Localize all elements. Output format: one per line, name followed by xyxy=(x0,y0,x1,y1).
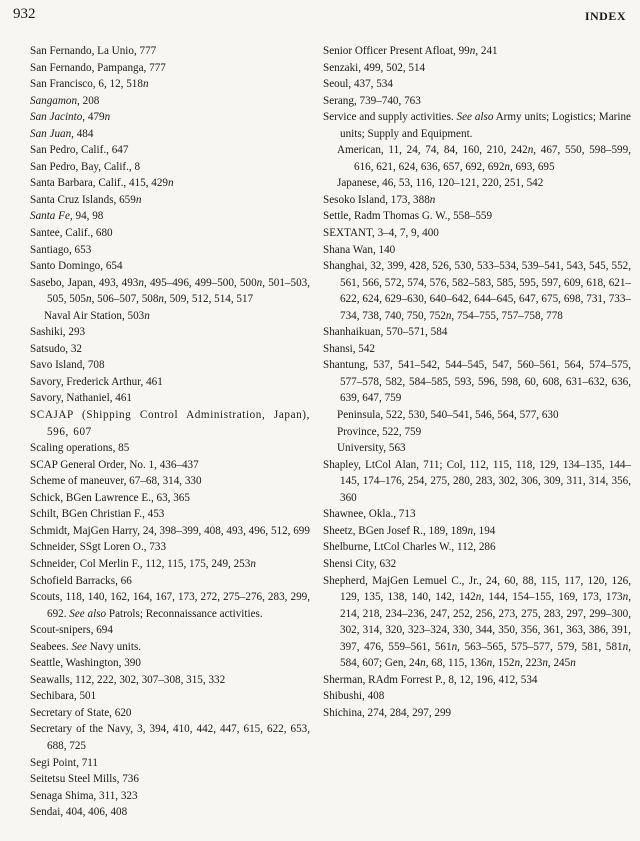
index-entry xyxy=(30,639,310,656)
entry-text: n xyxy=(504,160,510,173)
index-entry xyxy=(30,142,310,159)
entry-text: Naval Air Station, 503 xyxy=(44,309,145,322)
index-entry xyxy=(30,506,310,523)
index-entry xyxy=(30,705,310,722)
entry-text: n xyxy=(622,640,629,653)
index-entry xyxy=(30,60,310,77)
entry-text: Settle, Radm Thomas G. W., 558–559 xyxy=(323,210,493,223)
index-entry xyxy=(30,258,310,275)
index-entry xyxy=(323,60,631,77)
entry-text: n xyxy=(256,276,263,289)
entry-text: Sangamon xyxy=(30,94,78,107)
index-entry xyxy=(30,440,310,457)
index-entry xyxy=(323,705,631,722)
entry-text: , 214, 218, 234–236, 247, 252, 256, 273, 275, 283, 297, 299–300, 302, 314, 320, 323–324, 330, 344, 350, 356, 361, 363, 386, 391, 397, 476, 559–561, 561 xyxy=(340,591,631,653)
index-entry xyxy=(323,457,631,507)
index-entry xyxy=(323,208,631,225)
running-head: INDEX xyxy=(584,9,626,23)
entry-text: , 563–565, 575–577, 579, 581, 581 xyxy=(457,640,623,653)
entry-text: Scouts, 118, 140, 162, 164, 167, 173, 272, 275–276, 283, 299, 692. xyxy=(30,591,310,620)
entry-text: n xyxy=(138,276,144,289)
entry-text: n xyxy=(486,657,493,670)
entry-text: , 144, 154–155, 169, 173, 173 xyxy=(481,591,623,604)
entry-text: American, 11, 24, 74, 84, 160, 210, 242 xyxy=(337,144,528,157)
index-subentry xyxy=(323,175,631,192)
entry-text: Sheetz, BGen Josef R., 189, 189 xyxy=(323,524,468,537)
index-entry xyxy=(323,539,631,556)
index-entry xyxy=(323,523,631,540)
entry-text: n xyxy=(469,45,476,57)
entry-text: n xyxy=(542,657,548,670)
index-column-left xyxy=(30,43,310,821)
entry-text: Schofield Barracks, 66 xyxy=(30,574,132,587)
index-entry xyxy=(30,76,310,93)
entry-text: Shawnee, Okla., 713 xyxy=(323,508,416,521)
entry-text: n xyxy=(622,591,629,604)
index-entry xyxy=(30,374,310,391)
entry-text: Shana Wan, 140 xyxy=(323,243,396,256)
index-entry xyxy=(30,589,310,622)
entry-text: Scaling operations, 85 xyxy=(30,442,130,455)
index-entry xyxy=(30,192,310,209)
index-entry xyxy=(30,324,310,341)
entry-text: Savory, Nathaniel, 461 xyxy=(30,392,132,405)
index-subentry xyxy=(323,440,631,457)
entry-text: Seoul, 437, 534 xyxy=(323,78,393,91)
index-entry xyxy=(30,126,310,143)
index-entry xyxy=(30,573,310,590)
entry-text: , 495–496, 499–500, 500 xyxy=(143,276,257,289)
entry-text: San Pedro, Calif., 647 xyxy=(30,144,129,157)
entry-text: Seawalls, 112, 222, 302, 307–308, 315, 332 xyxy=(30,673,226,686)
index-entry xyxy=(30,390,310,407)
index-entry xyxy=(323,93,631,110)
index-subentry xyxy=(323,424,631,441)
entry-text: SCAJAP (Shipping Control Administration, Japan), 596, 607 xyxy=(30,409,310,438)
index-entry xyxy=(30,341,310,358)
entry-text: San Fernando, La Unio, 777 xyxy=(30,45,157,57)
entry-text: n xyxy=(158,293,164,306)
entry-text: San Francisco, 6, 12, 518 xyxy=(30,78,143,91)
entry-text: Scheme of maneuver, 67–68, 314, 330 xyxy=(30,475,202,488)
index-column-right xyxy=(323,43,631,721)
index-entry xyxy=(30,672,310,689)
entry-text: n xyxy=(445,309,452,322)
entry-text: , 467, 550, 598–599, 616, 621, 624, 636, 657, 692, 692 xyxy=(354,144,631,173)
entry-text: , 501–503, 505, 505 xyxy=(47,276,310,306)
entry-text: Shantung, 537, 541–542, 544–545, 547, 560–561, 564, 574–575, 577–578, 582, 584–585, 593, 596, 598, 60, 608, 631–632, 636, 639, 647, 759 xyxy=(323,359,631,405)
entry-text: Santa Cruz Islands, 659 xyxy=(30,193,136,206)
index-entry xyxy=(30,275,310,308)
entry-text: Savo Island, 708 xyxy=(30,359,105,372)
entry-text: Shichina, 274, 284, 297, 299 xyxy=(323,706,452,719)
entry-text: Sendai, 404, 406, 408 xyxy=(30,806,128,819)
index-subentry xyxy=(323,407,631,424)
entry-text: Secretary of State, 620 xyxy=(30,706,132,719)
entry-text: Shepherd, MajGen Lemuel C., Jr., 24, 60, 88, 115, 117, 120, 126, 129, 135, 138, 140, 142, 142 xyxy=(323,574,631,604)
entry-text: Santo Domingo, 654 xyxy=(30,260,123,273)
index-entry xyxy=(30,159,310,176)
entry-text: Peninsula, 522, 530, 540–541, 546, 564, 577, 630 xyxy=(337,409,559,422)
index-entry xyxy=(30,109,310,126)
entry-text: Sherman, RAdm Forrest P., 8, 12, 196, 412, 534 xyxy=(323,673,538,686)
entry-text: SEXTANT, 3–4, 7, 9, 400 xyxy=(323,227,439,240)
index-entry xyxy=(323,357,631,407)
entry-text: Satsudo, 32 xyxy=(30,342,82,355)
entry-text: Sechibara, 501 xyxy=(30,690,97,703)
entry-text: n xyxy=(144,309,150,322)
entry-text: , 194 xyxy=(473,524,496,537)
index-entry xyxy=(30,788,310,805)
index-entry xyxy=(30,357,310,374)
index-entry xyxy=(30,490,310,507)
index-entry xyxy=(30,407,310,440)
index-subentry xyxy=(323,142,631,175)
entry-text: Santiago, 653 xyxy=(30,243,92,256)
entry-text: Shelburne, LtCol Charles W., 112, 286 xyxy=(323,541,496,554)
entry-text: Schmidt, MajGen Harry, 24, 398–399, 408, 493, 496, 512, 699 xyxy=(30,524,310,537)
entry-text: University, 563 xyxy=(337,442,406,455)
index-entry xyxy=(30,804,310,821)
index-entry xyxy=(30,655,310,672)
index-entry xyxy=(323,324,631,341)
page-number: 932 xyxy=(13,6,36,22)
entry-text: Schick, BGen Lawrence E., 63, 365 xyxy=(30,491,190,504)
entry-text: Patrols; Reconnaissance activities. xyxy=(106,607,263,620)
index-entry xyxy=(323,672,631,689)
entry-text: Secretary of the Navy, 3, 394, 410, 442, 447, 615, 622, 653, 688, 725 xyxy=(30,723,310,752)
index-entry xyxy=(323,573,631,672)
entry-text: n xyxy=(420,657,426,670)
entry-text: Sesoko Island, 173, 388 xyxy=(323,193,430,206)
index-entry xyxy=(30,622,310,639)
index-entry xyxy=(30,556,310,573)
index-entry xyxy=(323,76,631,93)
entry-text: Sasebo, Japan, 493, 493 xyxy=(30,276,139,289)
entry-text: Navy units. xyxy=(86,640,142,653)
entry-text: Schneider, Col Merlin F., 112, 115, 175, 249, 253 xyxy=(30,557,251,570)
entry-text: , 223 xyxy=(520,657,543,670)
entry-text: , 484 xyxy=(71,127,94,140)
entry-text: n xyxy=(135,193,142,206)
entry-text: Senaga Shima, 311, 323 xyxy=(30,789,138,802)
index-entry xyxy=(30,539,310,556)
index-entry xyxy=(323,43,631,60)
entry-text: SCAP General Order, No. 1, 436–437 xyxy=(30,458,199,471)
entry-text: n xyxy=(570,657,576,670)
index-entry xyxy=(323,109,631,142)
entry-text: , 506–507, 508 xyxy=(91,293,159,306)
entry-text: Scout-snipers, 694 xyxy=(30,624,113,637)
index-entry xyxy=(30,225,310,242)
entry-text: , 241 xyxy=(475,45,498,57)
index-entry xyxy=(323,258,631,324)
entry-text: n xyxy=(250,557,256,570)
entry-text: n xyxy=(429,193,436,206)
entry-text: Shanhaikuan, 570–571, 584 xyxy=(323,326,448,339)
index-entry xyxy=(30,688,310,705)
entry-text: n xyxy=(475,591,482,604)
entry-text: See also xyxy=(69,607,107,620)
entry-text: , 754–755, 757–758, 778 xyxy=(451,309,563,322)
index-entry xyxy=(30,242,310,259)
index-entry xyxy=(30,755,310,772)
entry-text: Serang, 739–740, 763 xyxy=(323,94,421,107)
entry-text: Sashiki, 293 xyxy=(30,326,86,339)
index-entry xyxy=(323,192,631,209)
entry-text: See also xyxy=(456,111,494,124)
entry-text: , 584, 607; Gen, 24 xyxy=(340,640,632,670)
index-entry xyxy=(30,93,310,110)
index-entry xyxy=(30,175,310,192)
index-entry xyxy=(323,506,631,523)
entry-text: Seitetsu Steel Mills, 736 xyxy=(30,773,139,786)
index-entry xyxy=(30,523,310,540)
index-entry xyxy=(30,721,310,754)
index-entry xyxy=(323,225,631,242)
entry-text: Santa Fe xyxy=(30,210,70,223)
entry-text: Shensi City, 632 xyxy=(323,557,397,570)
index-entry xyxy=(323,341,631,358)
entry-text: Seabees. xyxy=(30,640,72,653)
entry-text: , 479 xyxy=(82,111,105,124)
entry-text: San Juan xyxy=(30,127,72,140)
entry-text: n xyxy=(168,177,174,190)
entry-text: , 68, 115, 136 xyxy=(425,657,487,670)
entry-text: Senior Officer Present Afloat, 99 xyxy=(323,45,470,57)
entry-text: San Fernando, Pampanga, 777 xyxy=(30,61,166,74)
entry-text: , 693, 695 xyxy=(509,160,555,173)
entry-text: Savory, Frederick Arthur, 461 xyxy=(30,375,163,388)
entry-text: n xyxy=(467,524,474,537)
entry-text: San Pedro, Bay, Calif., 8 xyxy=(30,160,141,173)
entry-text: See xyxy=(71,640,87,653)
entry-text: , 245 xyxy=(547,657,571,670)
entry-text: , 94, 98 xyxy=(69,210,104,223)
entry-text: Schilt, BGen Christian F., 453 xyxy=(30,508,165,521)
entry-text: n xyxy=(451,640,458,653)
entry-text: San Jacinto xyxy=(30,111,83,124)
entry-text: Segi Point, 711 xyxy=(30,756,98,769)
index-entry xyxy=(30,473,310,490)
entry-text: n xyxy=(142,78,149,91)
entry-text: Service and supply activities. xyxy=(323,111,457,124)
entry-text: Shanghai, 32, 399, 428, 526, 530, 533–534, 539–541, 543, 545, 552, 561, 566, 572, 574, 576, 582–583, 585, 595, 597, 609, 618, 621–622, 624, 629–630, 640–642, 644–645, 647, 675, 698, 731, 733–734, 738, 740, 750, 752 xyxy=(323,260,631,322)
entry-text: Santa Barbara, Calif., 415, 429 xyxy=(30,177,168,190)
index-entry xyxy=(30,208,310,225)
entry-text: n xyxy=(527,144,534,157)
index-entry xyxy=(30,43,310,60)
index-entry xyxy=(323,242,631,259)
index-entry xyxy=(323,556,631,573)
entry-text: Japanese, 46, 53, 116, 120–121, 220, 251, 542 xyxy=(337,177,544,190)
index-subentry xyxy=(30,308,310,325)
entry-text: Shapley, LtCol Alan, 711; Col, 112, 115, 118, 129, 134–135, 144–145, 174–176, 254, 275, 280, 283, 302, 306, 309, 311, 314, 356, 360 xyxy=(323,458,631,504)
entry-text: , 208 xyxy=(77,94,100,107)
entry-text: Province, 522, 759 xyxy=(337,425,422,438)
index-entry xyxy=(323,688,631,705)
entry-text: Seattle, Washington, 390 xyxy=(30,657,141,670)
entry-text: n xyxy=(514,657,521,670)
entry-text: , 152 xyxy=(492,657,515,670)
entry-text: n xyxy=(86,293,92,306)
index-entry xyxy=(30,771,310,788)
entry-text: Senzaki, 499, 502, 514 xyxy=(323,61,426,74)
entry-text: Shansi, 542 xyxy=(323,342,375,355)
entry-text: Shibushi, 408 xyxy=(323,690,385,703)
entry-text: Santee, Calif., 680 xyxy=(30,227,113,240)
index-entry xyxy=(30,457,310,474)
entry-text: Army units; Logistics; Marine units; Supply and Equipment. xyxy=(340,111,631,140)
entry-text: , 509, 512, 514, 517 xyxy=(164,293,254,306)
entry-text: n xyxy=(104,111,111,124)
entry-text: Schneider, SSgt Loren O., 733 xyxy=(30,541,167,554)
